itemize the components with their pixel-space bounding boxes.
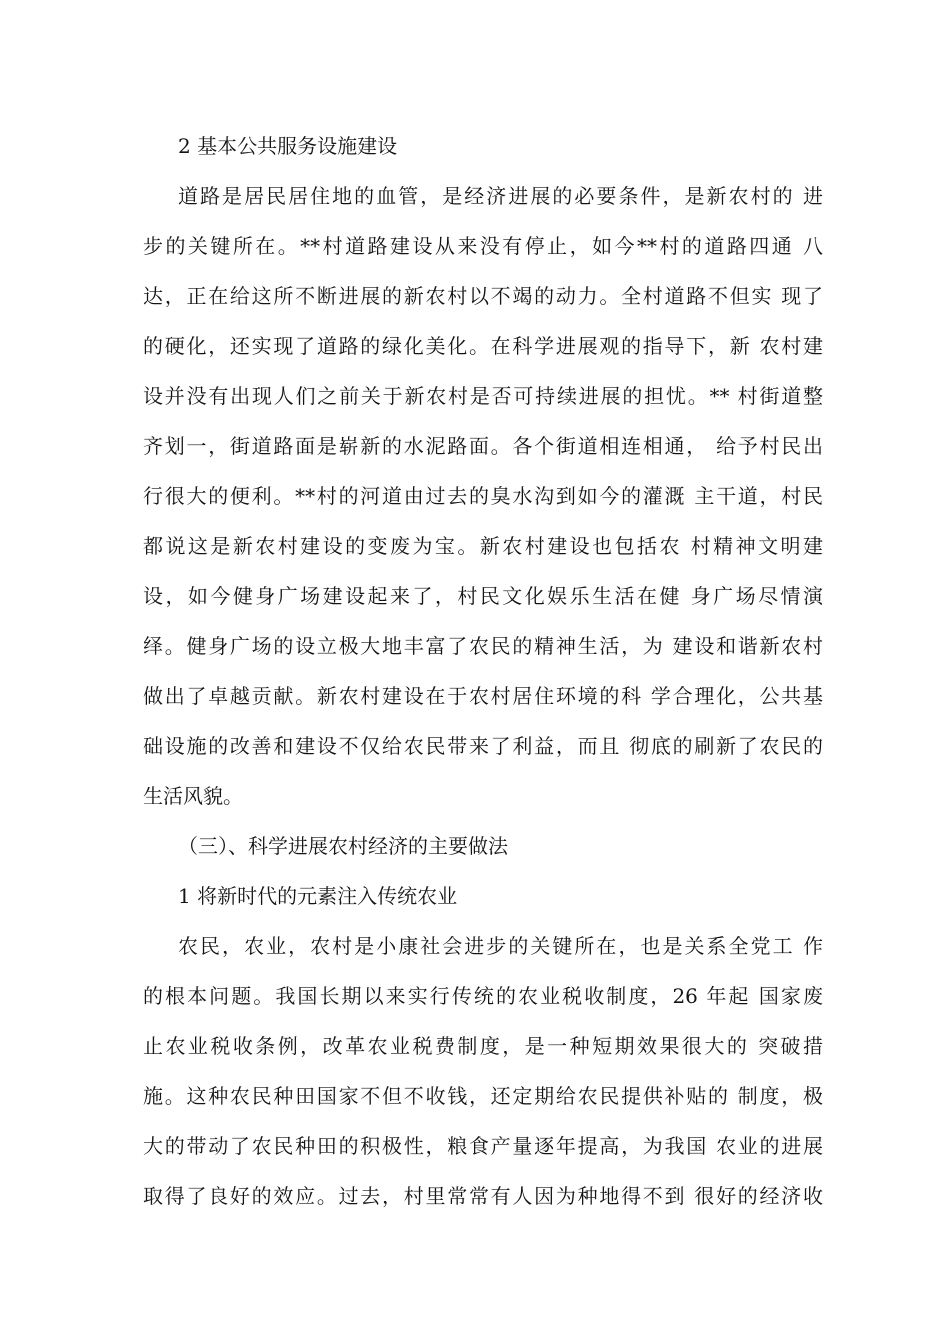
paragraph-line: 步的关键所在。**村道路建设从来没有停止，如今**村的道路四通 八: [143, 234, 823, 258]
paragraph-line: 行很大的便利。**村的河道由过去的臭水沟到如今的灌溉 主干道，村民: [143, 484, 823, 508]
paragraph-line: 取得了良好的效应。过去，村里常常有人因为种地得不到 很好的经济收: [143, 1184, 823, 1208]
paragraph-line: 齐划一，街道路面是崭新的水泥路面。各个街道相连相通， 给予村民出: [143, 434, 823, 458]
paragraph-line: 都说这是新农村建设的变废为宝。新农村建设也包括农 村精神文明建: [143, 534, 823, 558]
paragraph-line: 的根本问题。我国长期以来实行传统的农业税收制度，26 年起 国家废: [143, 984, 823, 1008]
paragraph-line: 做出了卓越贡献。新农村建设在于农村居住环境的科 学合理化，公共基: [143, 684, 823, 708]
paragraph-line: 绎。健身广场的设立极大地丰富了农民的精神生活，为 建设和谐新农村: [143, 634, 823, 658]
paragraph-line: 大的带动了农民种田的积极性，粮食产量逐年提高，为我国 农业的进展: [143, 1134, 823, 1158]
paragraph-line: 生活风貌。: [143, 784, 243, 808]
paragraph-line: 的硬化，还实现了道路的绿化美化。在科学进展观的指导下，新 农村建: [143, 334, 823, 358]
paragraph-line: 设并没有出现人们之前关于新农村是否可持续进展的担忧。** 村街道整: [143, 384, 823, 408]
paragraph-line: 止农业税收条例，改革农业税费制度，是一种短期效果很大的 突破措: [143, 1034, 823, 1058]
paragraph-line: 施。这种农民种田国家不但不收钱，还定期给农民提供补贴的 制度，极: [143, 1084, 823, 1108]
subsection-heading-new-era: 1 将新时代的元素注入传统农业: [178, 884, 458, 908]
paragraph-line: 础设施的改善和建设不仅给农民带来了利益，而且 彻底的刷新了农民的: [143, 734, 823, 758]
paragraph-line: 道路是居民居住地的血管，是经济进展的必要条件，是新农村的 进: [178, 184, 823, 208]
paragraph-line: 农民，农业，农村是小康社会进步的关键所在，也是关系全党工 作: [178, 934, 823, 958]
paragraph-line: 设，如今健身广场建设起来了，村民文化娱乐生活在健 身广场尽情演: [143, 584, 823, 608]
paragraph-line: 达，正在给这所不断进展的新农村以不竭的动力。全村道路不但实 现了: [143, 284, 823, 308]
section-heading-economy-methods: （三）、科学进展农村经济的主要做法: [178, 834, 508, 858]
section-heading-public-facilities: 2 基本公共服务设施建设: [178, 134, 398, 158]
